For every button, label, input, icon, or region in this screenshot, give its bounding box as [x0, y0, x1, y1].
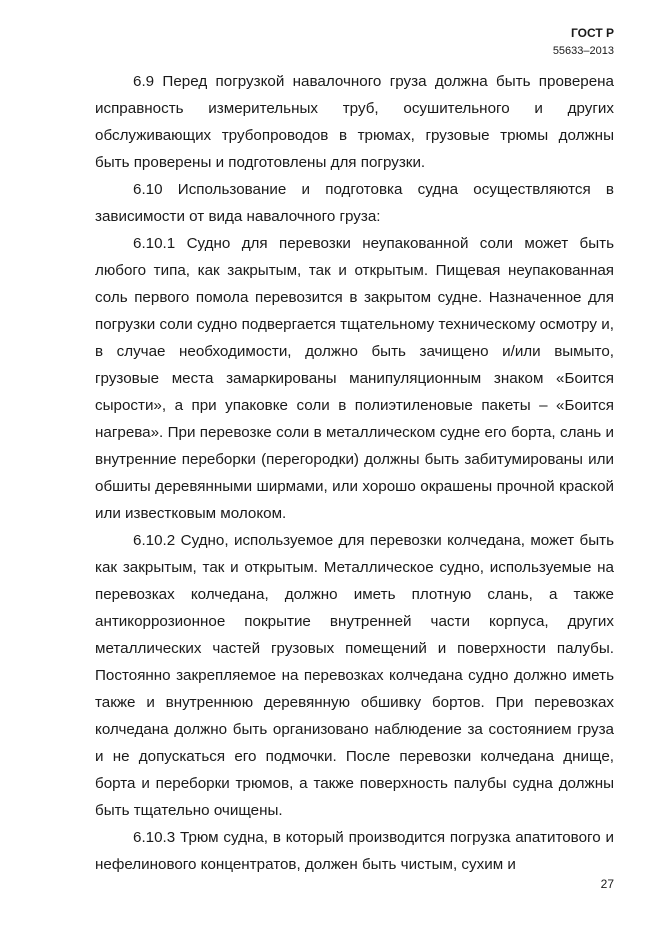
paragraph-6-10-3: 6.10.3 Трюм судна, в который производится погрузка апатитового и нефелинового концентратов, должен быть чистым, сухим и [95, 829, 614, 873]
paragraph-6-10: 6.10 Использование и подготовка судна осуществляются в зависимости от вида навалочного груза: [95, 181, 614, 225]
page-number: 27 [600, 877, 614, 891]
paragraph-6-10-2: 6.10.2 Судно, используемое для перевозки колчедана, может быть как закрытым, так и открытым. Металлическое судно, используемые на перевозках колчедана, должно иметь плотную слань, а также антикоррозионное покрытие внутренней части корпуса, других металлических частей грузовых помещений и поверхности палубы. Постоянно закрепляемое на перевозках колчедана судно должно иметь также и внутреннюю деревянную обшивку бортов. При перевозках колчедана должно быть организовано наблюдение за состоянием груза и не допускаться его подмочки. После перевозки колчедана днище, борта и переборки трюмов, а также поверхность палубы судна должны быть тщательно очищены. [95, 532, 614, 819]
page-header [553, 26, 614, 59]
paragraph-6-9: 6.9 Перед погрузкой навалочного груза должна быть проверена исправность измерительных труб, осушительного и других обслуживающих трубопроводов в трюмах, грузовые трюмы должны быть проверены и подготовлены для погрузки. [95, 73, 614, 171]
document-body [95, 68, 614, 878]
standard-number: 55633–2013 [552, 45, 614, 57]
standard-title: ГОСТ Р [570, 26, 614, 40]
paragraph-6-10-1: 6.10.1 Судно для перевозки неупакованной соли может быть любого типа, как закрытым, так и открытым. Пищевая неупакованная соль первого помола перевозится в закрытом судне. Назначенное для погрузки соли судно подвергается тщательному техническому осмотру и, в случае необходимости, должно быть зачищено и/или вымыто, грузовые места замаркированы манипуляционным знаком «Боится сырости», а при упаковке соли в полиэтиленовые пакеты – «Боится нагрева». При перевозке соли в металлическом судне его борта, слань и внутренние переборки (перегородки) должны быть забитумированы или обшиты деревянными ширмами, или хорошо окрашены прочной краской или известковым молоком. [95, 235, 614, 522]
